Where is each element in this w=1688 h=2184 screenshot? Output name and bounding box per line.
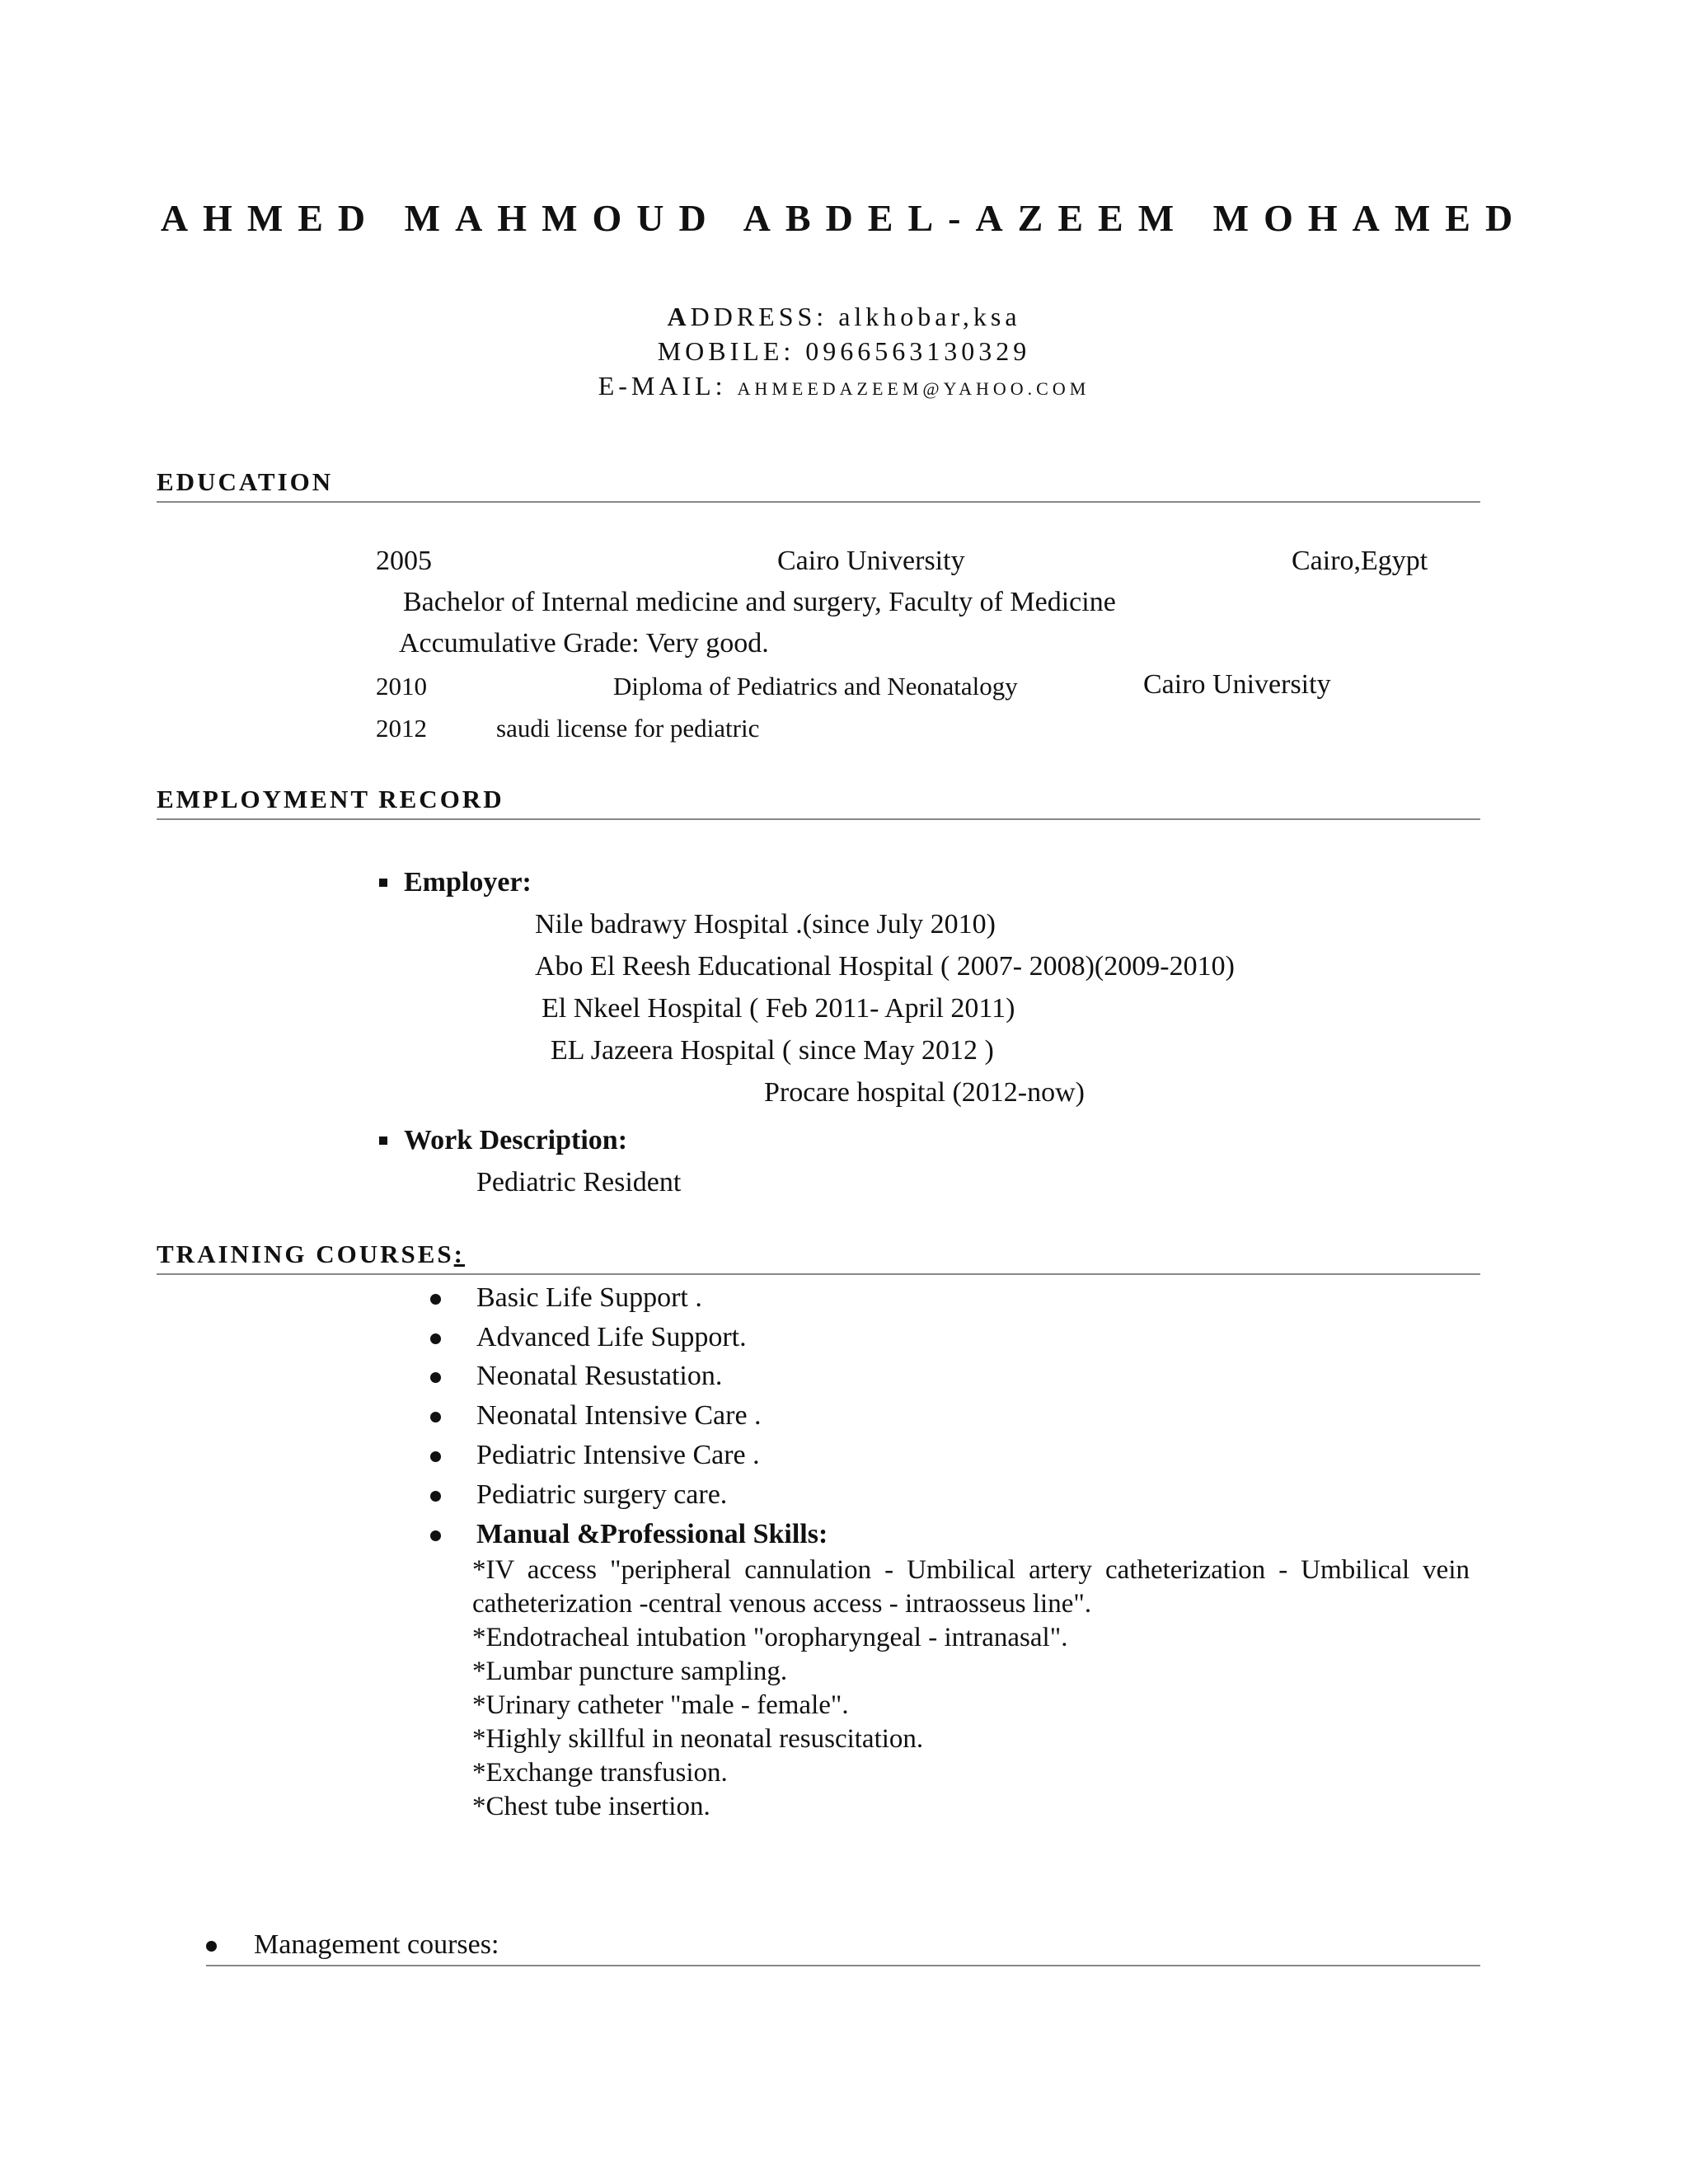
skills-label: Manual &Professional Skills:	[476, 1519, 828, 1549]
edu-year-2012: 2012	[376, 714, 427, 743]
bullet-icon	[430, 1412, 441, 1422]
address-line	[0, 302, 1688, 332]
skill-item: *Highly skillful in neonatal resuscitation.	[472, 1724, 924, 1754]
bullet-icon	[430, 1530, 441, 1541]
address-value: alkhobar,ksa	[838, 302, 1021, 331]
work-description-label: Work Description:	[404, 1125, 628, 1155]
training-title: TRAINING COURSES	[157, 1240, 454, 1268]
employer-item: El Nkeel Hospital ( Feb 2011- April 2011)	[542, 993, 1015, 1024]
bullet-icon	[430, 1333, 441, 1344]
address-label: DDRESS:	[690, 302, 828, 331]
skill-item: *Urinary catheter "male - female".	[472, 1690, 849, 1720]
employer-label: Employer:	[404, 867, 532, 898]
course-item: Pediatric surgery care.	[476, 1479, 728, 1510]
employer-item: EL Jazeera Hospital ( since May 2012 )	[551, 1035, 994, 1066]
bullet-icon	[206, 1941, 217, 1952]
square-bullet-icon	[379, 879, 387, 887]
employment-heading: EMPLOYMENT RECORD	[157, 785, 504, 813]
edu-license: saudi license for pediatric	[496, 714, 760, 743]
bullet-icon	[430, 1372, 441, 1383]
training-heading	[157, 1240, 465, 1269]
management-divider	[206, 1965, 1480, 1966]
edu-year-2010: 2010	[376, 672, 427, 701]
course-item: Neonatal Intensive Care .	[476, 1400, 762, 1431]
employer-item: Abo El Reesh Educational Hospital ( 2007- 2008)(2009-2010)	[535, 951, 1235, 982]
skills-list	[472, 1554, 1470, 1824]
course-item: Basic Life Support .	[476, 1282, 702, 1313]
edu-location: Cairo,Egypt	[1292, 546, 1428, 576]
edu-institution: Cairo University	[777, 546, 965, 576]
edu-degree: Bachelor of Internal medicine and surgery, Faculty of Medicine	[403, 587, 1116, 617]
email-value[interactable]: AHMEEDAZEEM@YAHOO.COM	[737, 378, 1090, 399]
management-label: Management courses:	[254, 1929, 499, 1960]
bullet-icon	[430, 1491, 441, 1502]
bullet-icon	[430, 1294, 441, 1305]
email-label: E-MAIL:	[598, 371, 727, 401]
address-label-first: A	[667, 302, 691, 331]
mobile-line	[0, 336, 1688, 367]
work-description-value: Pediatric Resident	[476, 1167, 682, 1197]
square-bullet-icon	[379, 1137, 387, 1145]
training-title-colon: :	[453, 1240, 465, 1268]
skill-item: *Lumbar puncture sampling.	[472, 1657, 788, 1686]
course-item: Neonatal Resustation.	[476, 1361, 723, 1391]
course-item: Advanced Life Support.	[476, 1322, 747, 1352]
mobile-value: 0966563130329	[805, 336, 1031, 366]
mobile-label: MOBILE:	[657, 336, 795, 366]
skill-item: *Exchange transfusion.	[472, 1758, 728, 1788]
training-divider	[157, 1273, 1480, 1275]
edu-diploma-institution: Cairo University	[1143, 669, 1331, 700]
email-line	[0, 371, 1688, 401]
skill-item: *Chest tube insertion.	[472, 1792, 710, 1821]
education-heading: EDUCATION	[157, 467, 334, 496]
education-divider	[157, 501, 1480, 503]
employer-item: Procare hospital (2012-now)	[764, 1077, 1085, 1108]
skill-item: *Endotracheal intubation "oropharyngeal - intranasal".	[472, 1623, 1068, 1652]
employer-item: Nile badrawy Hospital .(since July 2010)	[535, 909, 996, 940]
edu-year-2005: 2005	[376, 546, 432, 576]
bullet-icon	[430, 1451, 441, 1462]
edu-diploma: Diploma of Pediatrics and Neonatalogy	[613, 672, 1018, 701]
applicant-name: AHMED MAHMOUD ABDEL-AZEEM MOHAMED	[160, 197, 1528, 239]
employment-divider	[157, 818, 1480, 820]
skill-item: *IV access "peripheral cannulation - Umbilical artery catheterization - Umbilical vein catheterization -central venous access - intraosseus line".	[472, 1555, 1470, 1619]
course-item: Pediatric Intensive Care .	[476, 1440, 760, 1470]
edu-grade: Accumulative Grade: Very good.	[399, 628, 769, 658]
